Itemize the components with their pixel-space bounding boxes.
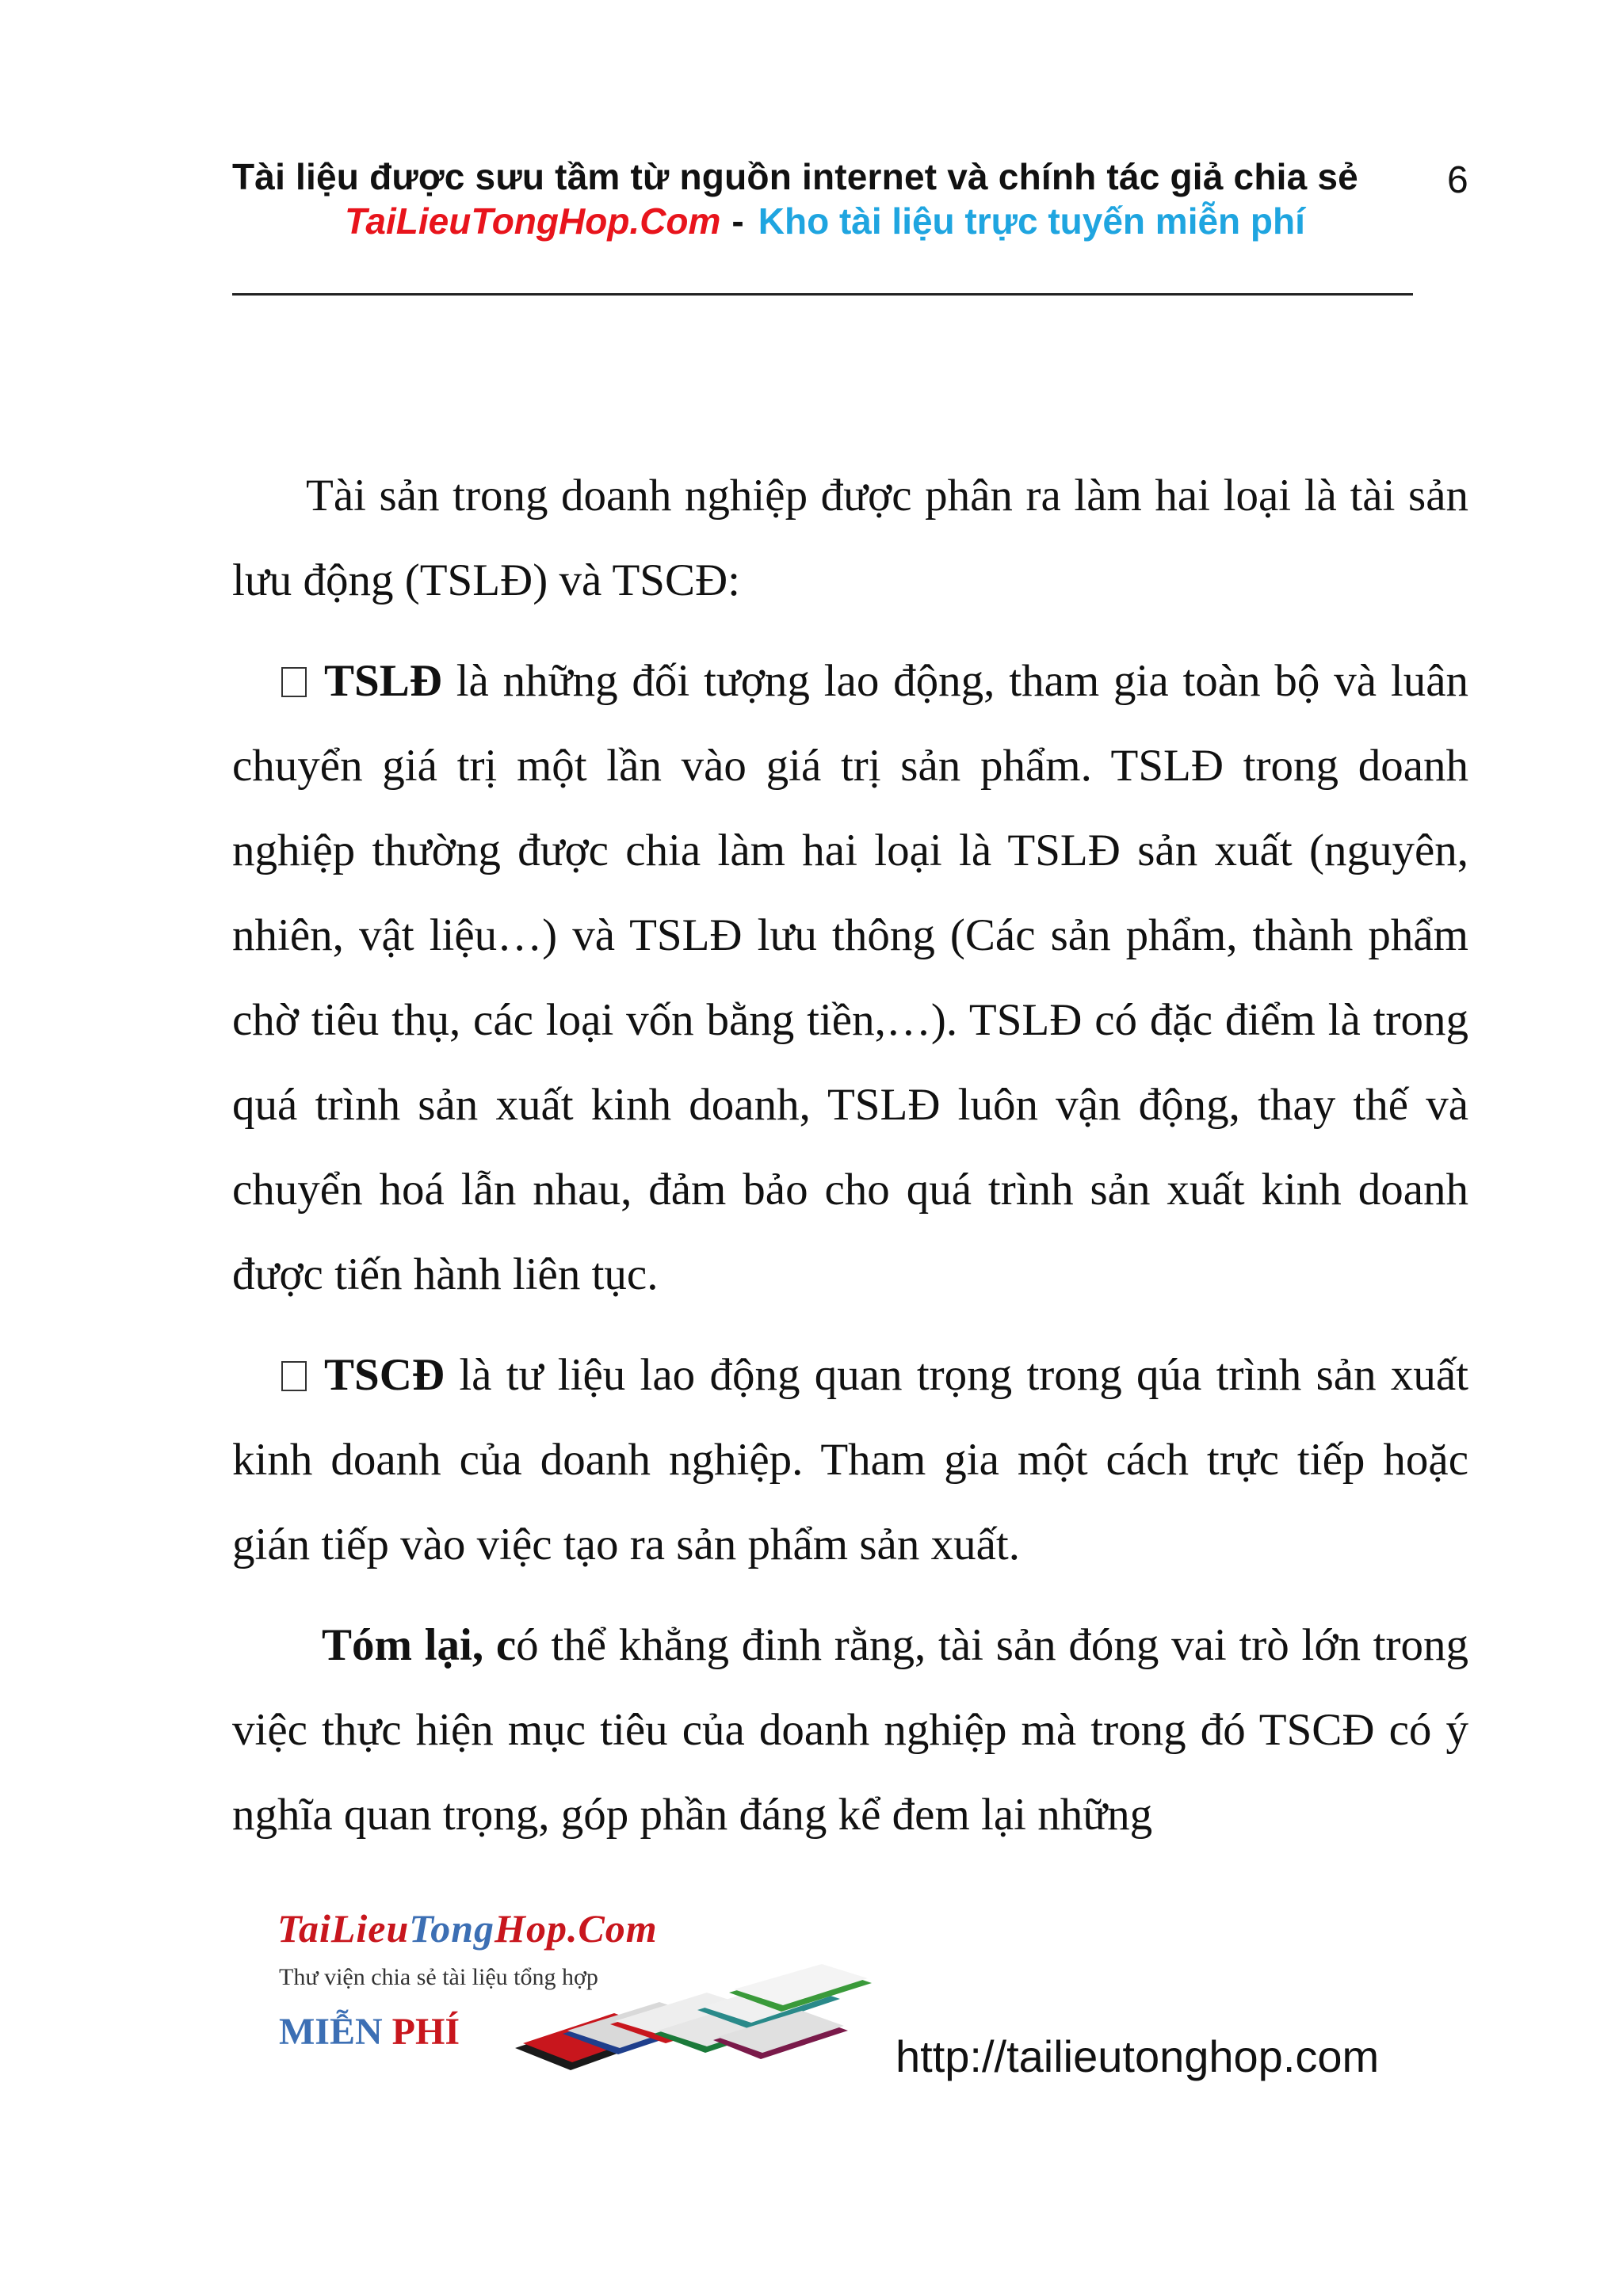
logo-title-part1: TaiLieu (277, 1906, 410, 1951)
term-tsld: TSLĐ (324, 656, 442, 706)
header-separator: - (731, 200, 744, 242)
footer-url-link[interactable]: http://tailieutonghop.com (896, 2031, 1380, 2081)
summary-lead: Tóm lại, c (322, 1620, 517, 1670)
bullet-box-icon (281, 1361, 307, 1391)
bullet-box-icon (281, 667, 307, 697)
summary-text: ó thể khẳng đinh rằng, tài sản đóng vai trò lớn trong việc thực hiện mục tiêu của doanh nghiệp mà trong đó TSCĐ có ý nghĩa quan trọng, góp phần đáng kể đem lại những (232, 1620, 1468, 1840)
books-icon (515, 1961, 880, 2072)
term-tscd: TSCĐ (324, 1350, 445, 1400)
paragraph-tsld (232, 639, 1468, 1317)
paragraph-intro: Tài sản trong doanh nghiệp được phân ra làm hai loại là tài sản lưu động (TSLĐ) và TSCĐ: (232, 471, 1468, 605)
tsld-definition: là những đối tượng lao động, tham gia toàn bộ và luân chuyển giá trị một lần vào giá trị sản phẩm. TSLĐ trong doanh nghiệp thường được chia làm hai loại là TSLĐ sản xuất (nguyên, nhiên, vật liệu…) và TSLĐ lưu thông (Các sản phẩm, thành phẩm chờ tiêu thụ, các loại vốn bằng tiền,…). TSLĐ có đặc điểm là trong quá trình sản xuất kinh doanh, TSLĐ luôn vận động, thay thế và chuyển hoá lẫn nhau, đảm bảo cho quá trình sản xuất kinh doanh được tiến hành liên tục. (232, 656, 1468, 1299)
logo-title (277, 1905, 658, 1951)
header-site-name[interactable]: TaiLieuTongHop.Com (345, 200, 721, 242)
document-body (232, 453, 1468, 1873)
header-divider (232, 293, 1413, 296)
tscd-definition: là tư liệu lao động quan trọng trong qúa trình sản xuất kinh doanh của doanh nghiệp. Tham gia một cách trực tiếp hoặc gián tiếp vào việc tạo ra sản phẩm sản xuất. (232, 1350, 1468, 1569)
header-site-line (345, 200, 1305, 242)
header-tagline: Kho tài liệu trực tuyến miễn phí (758, 200, 1305, 242)
logo-subtitle: Thư viện chia sẻ tài liệu tổng hợp (279, 1964, 598, 1990)
logo-free-label (279, 2010, 460, 2054)
logo-free-word2: PHÍ (391, 2011, 460, 2053)
header-source-note: Tài liệu được sưu tầm từ nguồn internet và chính tác giả chia sẻ (232, 156, 1358, 197)
paragraph-summary (232, 1603, 1468, 1857)
page-number: 6 (1447, 159, 1468, 201)
logo-free-word1: MIỄN (279, 2011, 383, 2053)
paragraph-tscd (232, 1333, 1468, 1587)
site-logo[interactable] (277, 1905, 880, 2072)
logo-title-part3: Hop.Com (495, 1906, 658, 1951)
logo-title-part2: Tong (409, 1906, 495, 1951)
book-stack-icon (515, 1964, 872, 2070)
